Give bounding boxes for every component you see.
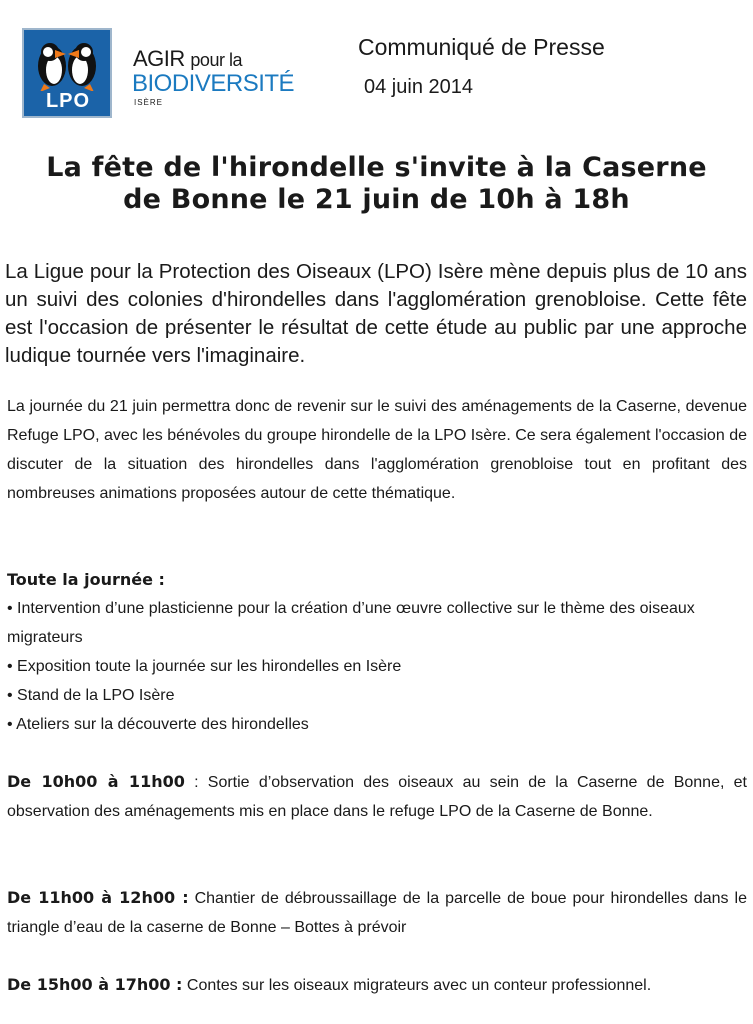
intro-paragraph: La Ligue pour la Protection des Oiseaux (LPO) Isère mène depuis plus de 10 ans un suivi des colonies d'hirondelles dans l'agglomération grenobloise. Cette fête est l'occasion de présenter le résultat de cette étude au public par une approche ludique tournée vers l'imaginaire. (5, 260, 747, 367)
page-title (0, 152, 753, 216)
press-release-label: Communiqué de Presse (358, 34, 605, 60)
list-item: • Exposition toute la journée sur les hirondelles en Isère (7, 658, 402, 675)
lpo-logo (22, 28, 112, 118)
schedule-text: Chantier de débroussaillage de la parcelle de boue pour hirondelles dans le triangle d’eau de la caserne de Bonne – Bottes à prévoir (7, 890, 747, 936)
title-line-1: La fête de l'hirondelle s'invite à la Caserne (46, 152, 707, 183)
brand-biodiversite: BIODIVERSITÉ (132, 70, 295, 97)
body-paragraph: La journée du 21 juin permettra donc de revenir sur le suivi des aménagements de la Caserne, devenue Refuge LPO, avec les bénévoles du groupe hirondelle de la LPO Isère. Ce sera également l'occasion de discuter de la situation des hirondelles dans l'agglomération grenobloise tout en profitant des nombreuses animations proposées autour de cette thématique. (7, 398, 747, 502)
brand-isere: ISÈRE (134, 98, 164, 107)
list-item: • Stand de la LPO Isère (7, 687, 175, 704)
schedule-time: De 11h00 à 12h00 : (7, 888, 189, 907)
schedule-time: De 10h00 à 11h00 (7, 772, 185, 791)
schedule-text: Contes sur les oiseaux migrateurs avec un conteur professionnel. (186, 977, 652, 994)
list-item: • Intervention d’une plasticienne pour la création d’une œuvre collective sur le thème des oiseaux migrateurs (7, 600, 695, 646)
all-day-list (7, 594, 752, 739)
press-date: 04 juin 2014 (364, 76, 473, 98)
all-day-title: Toute la journée : (7, 570, 165, 589)
schedule-time: De 15h00 à 17h00 : (7, 975, 183, 994)
list-item: • Ateliers sur la découverte des hirondelles (7, 716, 309, 733)
schedule-item-3 (7, 970, 747, 1000)
brand-pour-la: pour la (190, 50, 242, 70)
schedule-item-1 (7, 767, 747, 826)
schedule-item-2 (7, 883, 747, 942)
schedule-sep: : (184, 774, 208, 791)
schedule-text: Sortie d’observation des oiseaux au sein de la Caserne de Bonne, et observation des aménagements mis en place dans le refuge LPO de la Caserne de Bonne. (7, 774, 747, 820)
brand-agir (133, 48, 242, 71)
brand-agir-word: AGIR (133, 46, 185, 71)
logo-lpo-text: LPO (36, 91, 100, 111)
title-line-2: de Bonne le 21 juin de 10h à 18h (123, 184, 630, 215)
